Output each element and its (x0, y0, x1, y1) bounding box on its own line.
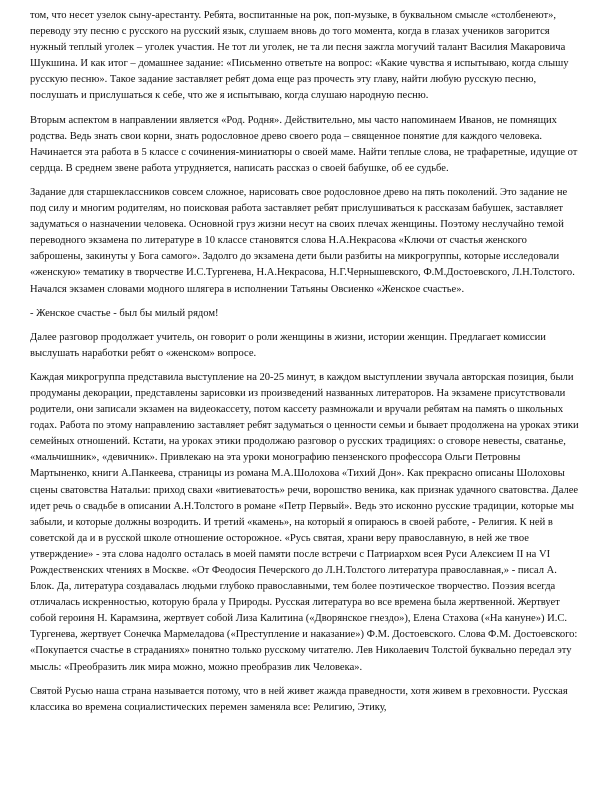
paragraph-holy-rus: Святой Русью наша страна называется потому, что в ней живет жажда праведности, хотя живем в греховности. Русская классика во времена социалистических перемен заменяла все: Религию, Этику, (30, 685, 568, 713)
paragraph-microgroups-religion: Каждая микрогруппа представила выступление на 20-25 минут, в каждом выступлении звучала авторская позиция, были продуманы декорации, представлены зарисовки из произведений названных литераторов. На экзамене присутствовали родители, они записали экзамен на видеокассету, потом кассету размножали и вручали ребятам на память о школьных годах. Работа по этому направлению заставляет ребят задуматься о ценности семьи и бывает продолжена на уроках этики семейных отношений. Кстати, на уроках этики продолжаю разговор о русских традициях: о сговоре невесты, сватанье, «мальчишник», «девичник». Привлекаю на эта уроки монографию пензенского профессора Ольги Петровны Мартыненко, книги А.Панкеева, страницы из романа М.А.Шолохова «Тихий Дон». Как прекрасно описаны Шолоховы сцены сватовства Натальи: приход свахи «витиеватость» речи, ворошство веника, как признак удачного сватовства. Далее идет речь о свадьбе в описании А.Н.Толстого в романе «Петр Первый». Ведь это исконно русские традиции, которые мы забыли, и которые должны возродить. И третий «камень», на который я опираюсь в своей работе, - Религия. К ней в советской да и в русской школе отношение осторожное. «Русь святая, храни веру православную, в ней же твое утверждение» - эта слова надолго осталась в моей памяти после встречи с Патриархом всея Руси Алексием II на VI Рождественских чтениях в Москве. «От Феодосия Печерского до Л.Н.Толстого литература православная,» - писал А. Блок. Да, литература создавалась людьми глубоко православными, тем более поэтическое творчество. Поэзия всегда отличалась искренностью, которую брала у Природы. Русская литература во все времена была жертвенной. Жертвует собой героиня Н. Карамзина, жертвует собой Лиза Калитина («Дворянское гнездо»), Елена Стахова («На кануне») И.С. Тургенева, жертвует Сонечка Мармеладова («Преступление и наказание») Ф.М. Достоевского. Слова Ф.М. Достоевского: «Покупается счастье в страданиях» понятно только русскому читателю. Лев Николаевич Толстой буквально передал эту мысль: «Преобразить лик мира можно, можно преобразив лик Человека». (30, 371, 579, 673)
paragraph-family-roots: Вторым аспектом в направлении является «Род. Родня». Действительно, мы часто напоминаем Иванов, не помнящих родства. Ведь знать свои корни, знать родословное древо своего рода – священное понятие для каждого человека. Начинается эта работа в 5 классе с сочинения-миниатюры о своей маме. Найти теплые слова, не трафаретные, идущие от сердца. В среднем звене работа утрудняется, написать рассказ о своей бабушке, об ее судьбе. (30, 114, 578, 174)
paragraph-song-quote: - Женское счастье - был бы милый рядом! (30, 307, 219, 319)
paragraph-russian-song-homework: том, что несет узелок сыну-арестанту. Ребята, воспитанные на рок, поп-музыке, в буквальном смысле «столбенеют», переводу эту песню с русского на русский язык, слушаем вновь до того момента, когда в глазах учеников загорится нужный теплый уголек – уголек участия. Не тот ли уголек, не та ли песня зажгла могучий талант Василия Макаровича Шукшина. И как итог – домашнее задание: «Письменно ответьте на вопрос: «Какие чувства я испытываю, когда слышу русскую песню». Такое задание заставляет ребят дома еще раз прочесть эту главу, найти любую русскую песню, послушать и прислушаться к себе, что же я испытываю, когда слушаю народную песню. (30, 10, 569, 102)
paragraph-teacher-continues: Далее разговор продолжает учитель, он говорит о роли женщины в жизни, истории женщин. Предлагает комиссии выслушать наработки ребят о «женском» вопросе. (30, 331, 546, 359)
paragraph-family-tree-exam: Задание для старшеклассников совсем сложное, нарисовать свое родословное древо на пять поколений. Это задание не под силу и многим родителям, но поисковая работа заставляет ребят прислушиваться к рассказам бабушек, заставляет задуматься о назначении человека. Основной груз жизни несут на своих плечах женщины. Поэтому неслучайно темой переводного экзамена по литературе в 10 классе становятся слова Н.А.Некрасова «Ключи от счастья женского заброшены, закинуты у Бога самого». Задолго до экзамена дети были разбиты на микрогруппы, которые исследовали «женскую» тематику в творчестве И.С.Тургенева, Н.А.Некрасова, Н.Г.Чернышевского, Ф.М.Достоевского, Л.Н.Толстого. Начался экзамен словами модного шлягера в исполнении Татьяны Овсиенко «Женское счастье». (30, 186, 575, 295)
